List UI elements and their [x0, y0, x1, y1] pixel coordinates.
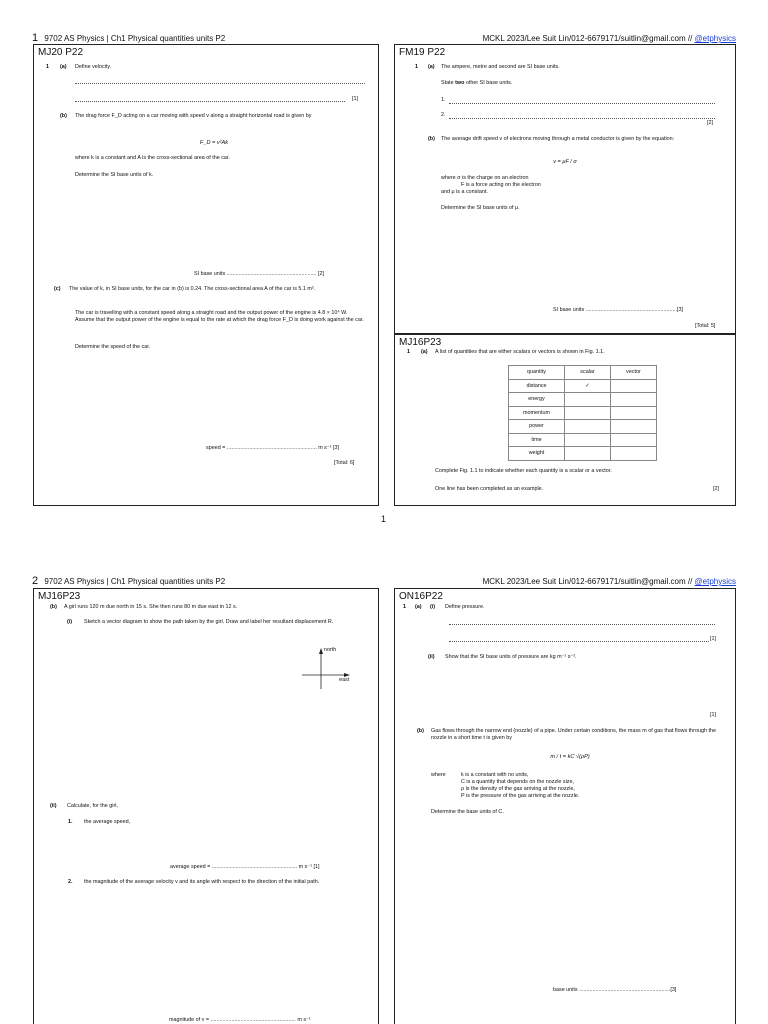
header-author-info: MCKL 2023/Lee Suit Lin/012-6679171/suitlin@gmail.com //	[482, 577, 695, 586]
header-author-info: MCKL 2023/Lee Suit Lin/012-6679171/suitlin@gmail.com //	[482, 34, 695, 43]
east-label: east	[339, 677, 350, 683]
part-label: (a)	[428, 64, 435, 70]
header-course-title: 9702 AS Physics | Ch1 Physical quantities units P2	[44, 577, 226, 586]
answer-line	[75, 83, 365, 84]
answer-line	[449, 641, 709, 642]
table-row	[509, 393, 657, 407]
answer-prompt: average speed = ......................................................... m s⁻¹ [1]	[170, 864, 320, 870]
panel-title: MJ20 P22	[38, 47, 84, 58]
header-link[interactable]: @etphysics	[694, 34, 736, 43]
header-course-title: 9702 AS Physics | Ch1 Physical quantities units P2	[44, 34, 226, 43]
question-panel-fm19	[394, 44, 736, 334]
quantity-table	[508, 365, 657, 461]
formula: F_D = v²Ak	[199, 140, 229, 146]
part-label: (a)	[421, 349, 428, 355]
question-text: Calculate, for the girl,	[67, 803, 118, 809]
formula: v = μF / σ	[553, 159, 577, 165]
question-panel-mj16-vector	[33, 588, 379, 1024]
marks: [2]	[713, 486, 719, 492]
table-cell: power	[509, 420, 565, 434]
answer-line	[449, 103, 715, 104]
panel-title: ON16P22	[399, 591, 443, 602]
part-label: (ii)	[50, 803, 57, 809]
page-header-2	[32, 575, 736, 587]
question-text: Determine the SI base units of k.	[75, 172, 154, 178]
answer-line	[75, 101, 345, 102]
part-label: (b)	[428, 136, 435, 142]
question-text: A list of quantities that are either scalars or vectors is shown in Fig. 1.1.	[435, 349, 605, 355]
page-header-1	[32, 32, 736, 44]
part-label: 2.	[68, 879, 73, 885]
question-text: State two other SI base units.	[441, 80, 513, 86]
table-row	[509, 406, 657, 420]
panel-title: MJ16P23	[399, 337, 442, 348]
header-link[interactable]: @etphysics	[694, 577, 736, 586]
question-text: Show that the SI base units of pressure are kg m⁻¹ s⁻².	[445, 654, 577, 660]
part-label: (c)	[54, 286, 61, 292]
formula: m / t = kC √(ρP)	[550, 754, 590, 760]
question-number: 1	[415, 64, 418, 70]
table-header: quantity	[509, 366, 565, 380]
table-row	[509, 420, 657, 434]
table-header: scalar	[565, 366, 611, 380]
question-panel-mj20	[33, 44, 379, 506]
part-label: (b)	[50, 604, 57, 610]
answer-prompt: SI base units ............................................................ [2]	[194, 271, 325, 277]
answer-line	[449, 624, 715, 625]
question-number: 1	[46, 64, 49, 70]
part-label: (i)	[430, 604, 436, 610]
table-cell[interactable]	[611, 447, 657, 461]
question-number: 1	[403, 604, 406, 610]
table-cell[interactable]	[565, 420, 611, 434]
table-cell: time	[509, 433, 565, 447]
table-cell: distance	[509, 379, 565, 393]
question-text: the average speed,	[84, 819, 131, 825]
table-cell[interactable]	[565, 393, 611, 407]
definition: k is a constant with no units,	[461, 772, 529, 778]
question-text: Determine the speed of the car.	[75, 344, 151, 350]
part-label: (b)	[60, 113, 67, 119]
panel-title: FM19 P22	[399, 47, 446, 58]
question-text: The value of k, in SI base units, for the car in (b) is 0.24. The cross-sectional area A of the car is 5.1 m².	[69, 286, 316, 292]
table-cell[interactable]	[565, 447, 611, 461]
part-label: (b)	[417, 728, 424, 734]
table-cell[interactable]	[565, 433, 611, 447]
question-text: the magnitude of the average velocity v and its angle with respect to the direction of the initial path.	[84, 879, 320, 885]
table-header: vector	[611, 366, 657, 380]
question-text: The ampere, metre and second are SI base units.	[441, 64, 560, 70]
north-arrow-icon	[319, 648, 323, 654]
table-cell[interactable]	[611, 393, 657, 407]
definition: C is a quantity that depends on the nozzle size,	[461, 779, 574, 785]
answer-line	[449, 118, 715, 119]
answer-prompt: SI base units .............................................................[3]	[553, 307, 684, 313]
question-text: Define velocity.	[75, 64, 112, 70]
table-cell[interactable]	[611, 379, 657, 393]
table-cell[interactable]	[611, 433, 657, 447]
compass-diagram	[292, 645, 352, 695]
header-page-number: 2	[32, 575, 39, 587]
table-header-row	[509, 366, 657, 380]
question-text: Determine the SI base units of μ.	[441, 205, 520, 211]
question-text: where k is a constant and A is the cross-sectional area of the car.	[75, 155, 230, 161]
where-label: where	[431, 772, 446, 778]
table-cell: weight	[509, 447, 565, 461]
definition: F is a force acting on the electron	[461, 182, 541, 188]
panel-title: MJ16P23	[38, 591, 81, 602]
answer-line-label: 1.	[441, 97, 446, 103]
part-label: (a)	[60, 64, 67, 70]
question-text: Complete Fig. 1.1 to indicate whether each quantity is a scalar or a vector.	[435, 468, 612, 474]
marks: [1]	[710, 712, 716, 718]
page-number: 1	[381, 514, 387, 524]
definition: and μ is a constant.	[441, 189, 488, 195]
definition: P is the pressure of the gas arriving at the nozzle.	[461, 793, 580, 799]
question-text: Sketch a vector diagram to show the path taken by the girl. Draw and label her resultant displacement R.	[84, 619, 334, 625]
table-row	[509, 447, 657, 461]
question-text: Gas flows through the narrow end (nozzle) of a pipe. Under certain conditions, the mass m of gas that flows through the nozzle in a short time t is given by	[431, 728, 716, 741]
question-number: 1	[407, 349, 410, 355]
north-label: north	[324, 647, 337, 653]
table-cell[interactable]: ✓	[565, 379, 611, 393]
part-label: (i)	[67, 619, 73, 625]
table-cell[interactable]	[611, 420, 657, 434]
question-text: Define pressure.	[445, 604, 485, 610]
total-marks: [Total: 5]	[695, 323, 716, 329]
definition: ρ is the density of the gas arriving at the nozzle,	[461, 786, 575, 792]
table-cell: momentum	[509, 406, 565, 420]
part-label: 1.	[68, 819, 73, 825]
question-text: The car is travelling with a constant speed along a straight road and the output power of the engine is 4.8 × 10⁴ W. Assume that the output power of the engine is equal to the rate at which the drag force F_D is doing work against the car.	[75, 310, 364, 323]
table-cell[interactable]	[565, 406, 611, 420]
answer-prompt: magnitude of v = ......................................................... m s⁻¹	[169, 1017, 311, 1023]
answer-prompt: base units .............................................................[3]	[553, 987, 677, 993]
marks: [1]	[710, 636, 716, 642]
answer-line-label: 2.	[441, 112, 446, 118]
question-text: The average drift speed v of electrons moving through a metal conductor is given by the equation:	[441, 136, 675, 142]
total-marks: [Total: 6]	[334, 460, 355, 466]
marks: [1]	[352, 96, 358, 102]
part-label: (a)	[415, 604, 422, 610]
question-text: A girl runs 120 m due north in 15 s. She then runs 80 m due east in 12 s.	[64, 604, 238, 610]
question-text: The drag force F_D acting on a car moving with speed v along a straight horizontal road is given by	[75, 113, 312, 119]
marks: [2]	[707, 120, 713, 126]
question-panel-mj16-table	[394, 334, 736, 506]
table-cell: energy	[509, 393, 565, 407]
header-page-number: 1	[32, 32, 39, 44]
table-row	[509, 433, 657, 447]
answer-prompt: speed = ............................................................ m s⁻¹ [3]	[206, 445, 340, 451]
question-text: Determine the base units of C.	[431, 809, 504, 815]
part-label: (ii)	[428, 654, 435, 660]
definition: where σ is the charge on an electron	[441, 175, 529, 181]
table-row	[509, 379, 657, 393]
question-text: One line has been completed as an example.	[435, 486, 544, 492]
question-panel-on16	[394, 588, 736, 1024]
table-cell[interactable]	[611, 406, 657, 420]
